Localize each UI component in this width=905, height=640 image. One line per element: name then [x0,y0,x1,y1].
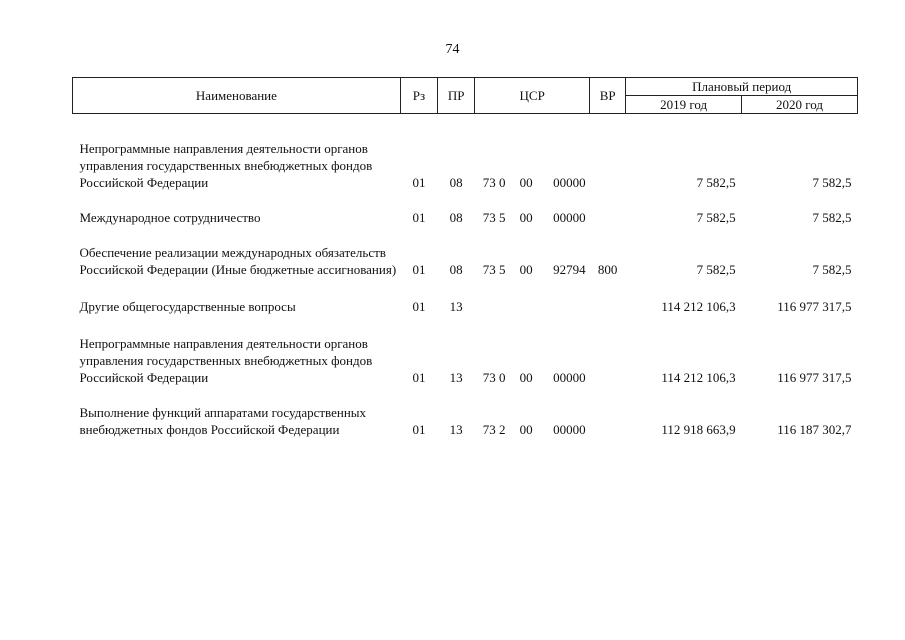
row-vr: 800 [597,262,618,277]
table-body [73,114,858,439]
row-name: Обеспечение реализации международных обязательств Российской Федерации (Иные бюджетные ассигнования) [79,245,397,277]
row-pr: 08 [449,175,463,190]
row-2019: 112 918 663,9 [661,422,736,437]
csr-part-3: 92794 [553,262,586,277]
csr-part-3: 00000 [553,210,586,225]
row-vr [590,404,626,438]
csr-part-2: 00 [519,262,533,277]
row-pr: 08 [449,210,463,225]
row-name: Непрограммные направления деятельности органов управления государственных внебюджетных фондов Российской Федерации [79,336,373,385]
row-rz: 01 [412,299,426,314]
row-2019: 7 582,5 [696,210,736,225]
row-pr: 13 [449,422,463,437]
row-2019: 7 582,5 [696,175,736,190]
csr-part-1: 73 2 [482,422,506,437]
table-row [73,298,858,315]
row-2020: 116 977 317,5 [777,299,852,314]
row-vr [590,140,626,191]
csr-part-2: 00 [519,422,533,437]
row-csr [475,244,590,278]
row-2019: 114 212 106,3 [661,299,736,314]
csr-part-3: 00000 [553,422,586,437]
row-rz: 01 [412,422,426,437]
row-rz: 01 [412,210,426,225]
row-csr [475,404,590,438]
budget-document [72,77,858,438]
row-vr [590,298,626,315]
row-name: Выполнение функций аппаратами государственных внебюджетных фондов Российской Федерации [79,405,367,437]
row-name: Непрограммные направления деятельности органов управления государственных внебюджетных фондов Российской Федерации [79,141,373,190]
header-csr: ЦСР [475,78,590,114]
header-planned-period: Плановый период [626,78,858,96]
row-csr [475,298,590,315]
table-header [73,78,858,114]
header-name: Наименование [73,78,401,114]
csr-part-1: 73 5 [482,262,506,277]
row-pr: 08 [449,262,463,277]
header-rz: Рз [400,78,437,114]
row-2020: 7 582,5 [812,210,852,225]
row-vr [590,335,626,386]
row-vr [590,209,626,226]
row-name: Международное сотрудничество [79,210,261,225]
row-name: Другие общегосударственные вопросы [79,299,296,314]
csr-part-1: 73 0 [482,370,506,385]
header-vr: ВР [590,78,626,114]
csr-part-2: 00 [519,370,533,385]
table-row [73,335,858,386]
table-row [73,140,858,191]
row-2019: 114 212 106,3 [661,370,736,385]
row-2020: 116 187 302,7 [777,422,852,437]
row-csr [475,335,590,386]
csr-part-3: 00000 [553,370,586,385]
row-rz: 01 [412,370,426,385]
csr-part-1: 73 5 [482,210,506,225]
row-csr [475,140,590,191]
csr-part-2: 00 [519,210,533,225]
table-row [73,404,858,438]
budget-table [72,77,858,438]
header-year-2020: 2020 год [742,96,858,114]
csr-part-3: 00000 [553,175,586,190]
table-row [73,209,858,226]
csr-part-2: 00 [519,175,533,190]
page-number: 74 [445,42,460,57]
row-2019: 7 582,5 [696,262,736,277]
header-year-2019: 2019 год [626,96,742,114]
table-row [73,244,858,278]
row-2020: 7 582,5 [812,262,852,277]
row-csr [475,209,590,226]
csr-part-1: 73 0 [482,175,506,190]
row-2020: 7 582,5 [812,175,852,190]
row-pr: 13 [449,299,463,314]
header-pr: ПР [438,78,475,114]
row-rz: 01 [412,262,426,277]
row-rz: 01 [412,175,426,190]
row-2020: 116 977 317,5 [777,370,852,385]
row-pr: 13 [449,370,463,385]
